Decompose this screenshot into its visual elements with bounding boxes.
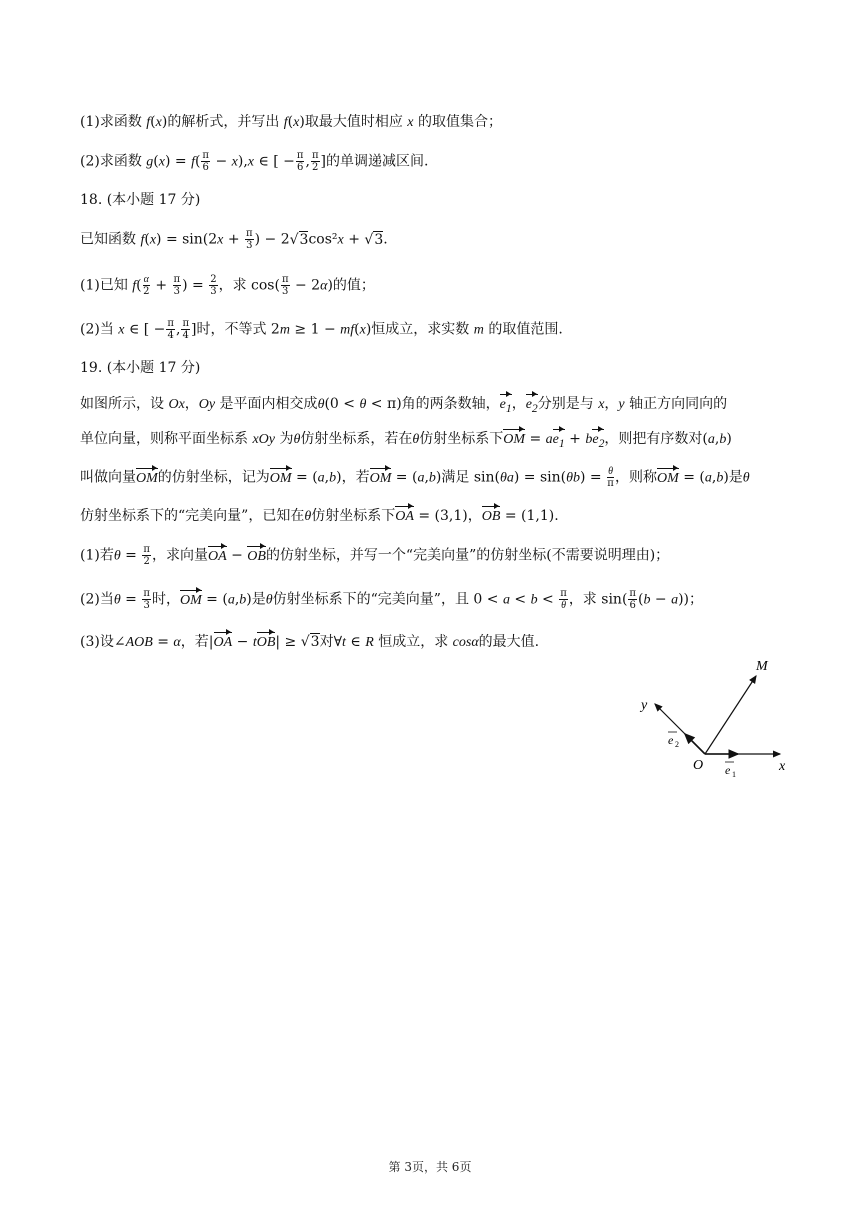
label-e2-sub: 2 xyxy=(675,740,679,749)
question-heading: 19. (本小题 17 分) xyxy=(80,360,201,376)
text-line: (2)当θ = $\frac{\pi}{3}$ 时，OM = (a,b)是θ仿射坐标系下的“完美向量”，且 0 < a < b < $\frac{\pi}{\theta}$ ，求 sin( $\frac{\pi}{6}$ (b − a))； xyxy=(80,588,704,611)
om-vector xyxy=(705,676,756,754)
label-y: y xyxy=(641,698,648,713)
text-line: 仿射坐标系下的“完美向量”，已知在θ仿射坐标系下OA = (3,1)，OB = (1,1). xyxy=(80,506,800,527)
text-line: (2)求函数 g(x) = f( $\frac{\pi}{6}$ − x),x ∈ [ − $\frac{\pi}{6}$ , $\frac{\pi}{2}$ ]的单调递减区间. xyxy=(80,150,429,173)
text-line: (1)若θ = $\frac{\pi}{2}$ ，求向量OA − OB的仿射坐标，并写一个“完美向量”的仿射坐标(不需要说明理由)； xyxy=(80,544,670,567)
label-e1: e xyxy=(725,763,731,777)
text-line: (1)求函数 f(x)的解析式，并写出 f(x)取最大值时相应 x 的取值集合； xyxy=(80,114,502,130)
label-e1-sub: 1 xyxy=(732,770,736,779)
text-line: 如图所示，设 Ox，Oy 是平面内相交成θ(0 < θ < π)角的两条数轴，$e_1$，$e_2$分别是与 x，y 轴正方向同向的 xyxy=(80,394,800,419)
text-line: 单位向量，则称平面坐标系 xOy 为θ仿射坐标系，若在θ仿射坐标系下OM = $ae_1 + be_2$，则把有序数对(a,b) xyxy=(80,429,800,454)
affine-coordinate-figure xyxy=(630,652,800,784)
label-e2: e xyxy=(668,733,674,747)
text-line: (1)已知 f( $\frac{\alpha}{2}$ + $\frac{\pi}{3}$ ) = $\frac{2}{3}$ ，求 cos( $\frac{\pi}{3}$ − 2α)的值； xyxy=(80,274,375,297)
label-m: M xyxy=(756,659,768,674)
label-x: x xyxy=(779,759,786,774)
e2-vector xyxy=(685,734,705,754)
text-line: (2)当 x ∈ [ − $\frac{\pi}{4}$ , $\frac{\pi}{4}$ ]时，不等式 2m ≥ 1 − mf(x)恒成立，求实数 m 的取值范围. xyxy=(80,318,563,341)
question-heading: 18. (本小题 17 分) xyxy=(80,192,201,208)
label-o: O xyxy=(693,758,704,773)
page-footer: 第 3页，共 6页 xyxy=(388,1160,472,1174)
text-line: (3)设∠AOB = α，若|OA − tOB| ≥ √3对∀t ∈ R 恒成立，求 cosα的最大值. xyxy=(80,632,800,653)
text-line: 叫做向量OM的仿射坐标，记为OM = (a,b)，若OM = (a,b)满足 sin(θa) = sin(θb) = $\frac{\theta}{\pi}$ ，则称OM = (a,b)是θ xyxy=(80,466,750,489)
text-line: 已知函数 f(x) = sin(2x + $\frac{\pi}{3}$ ) − 2√3cos²x + √3. xyxy=(80,228,388,251)
